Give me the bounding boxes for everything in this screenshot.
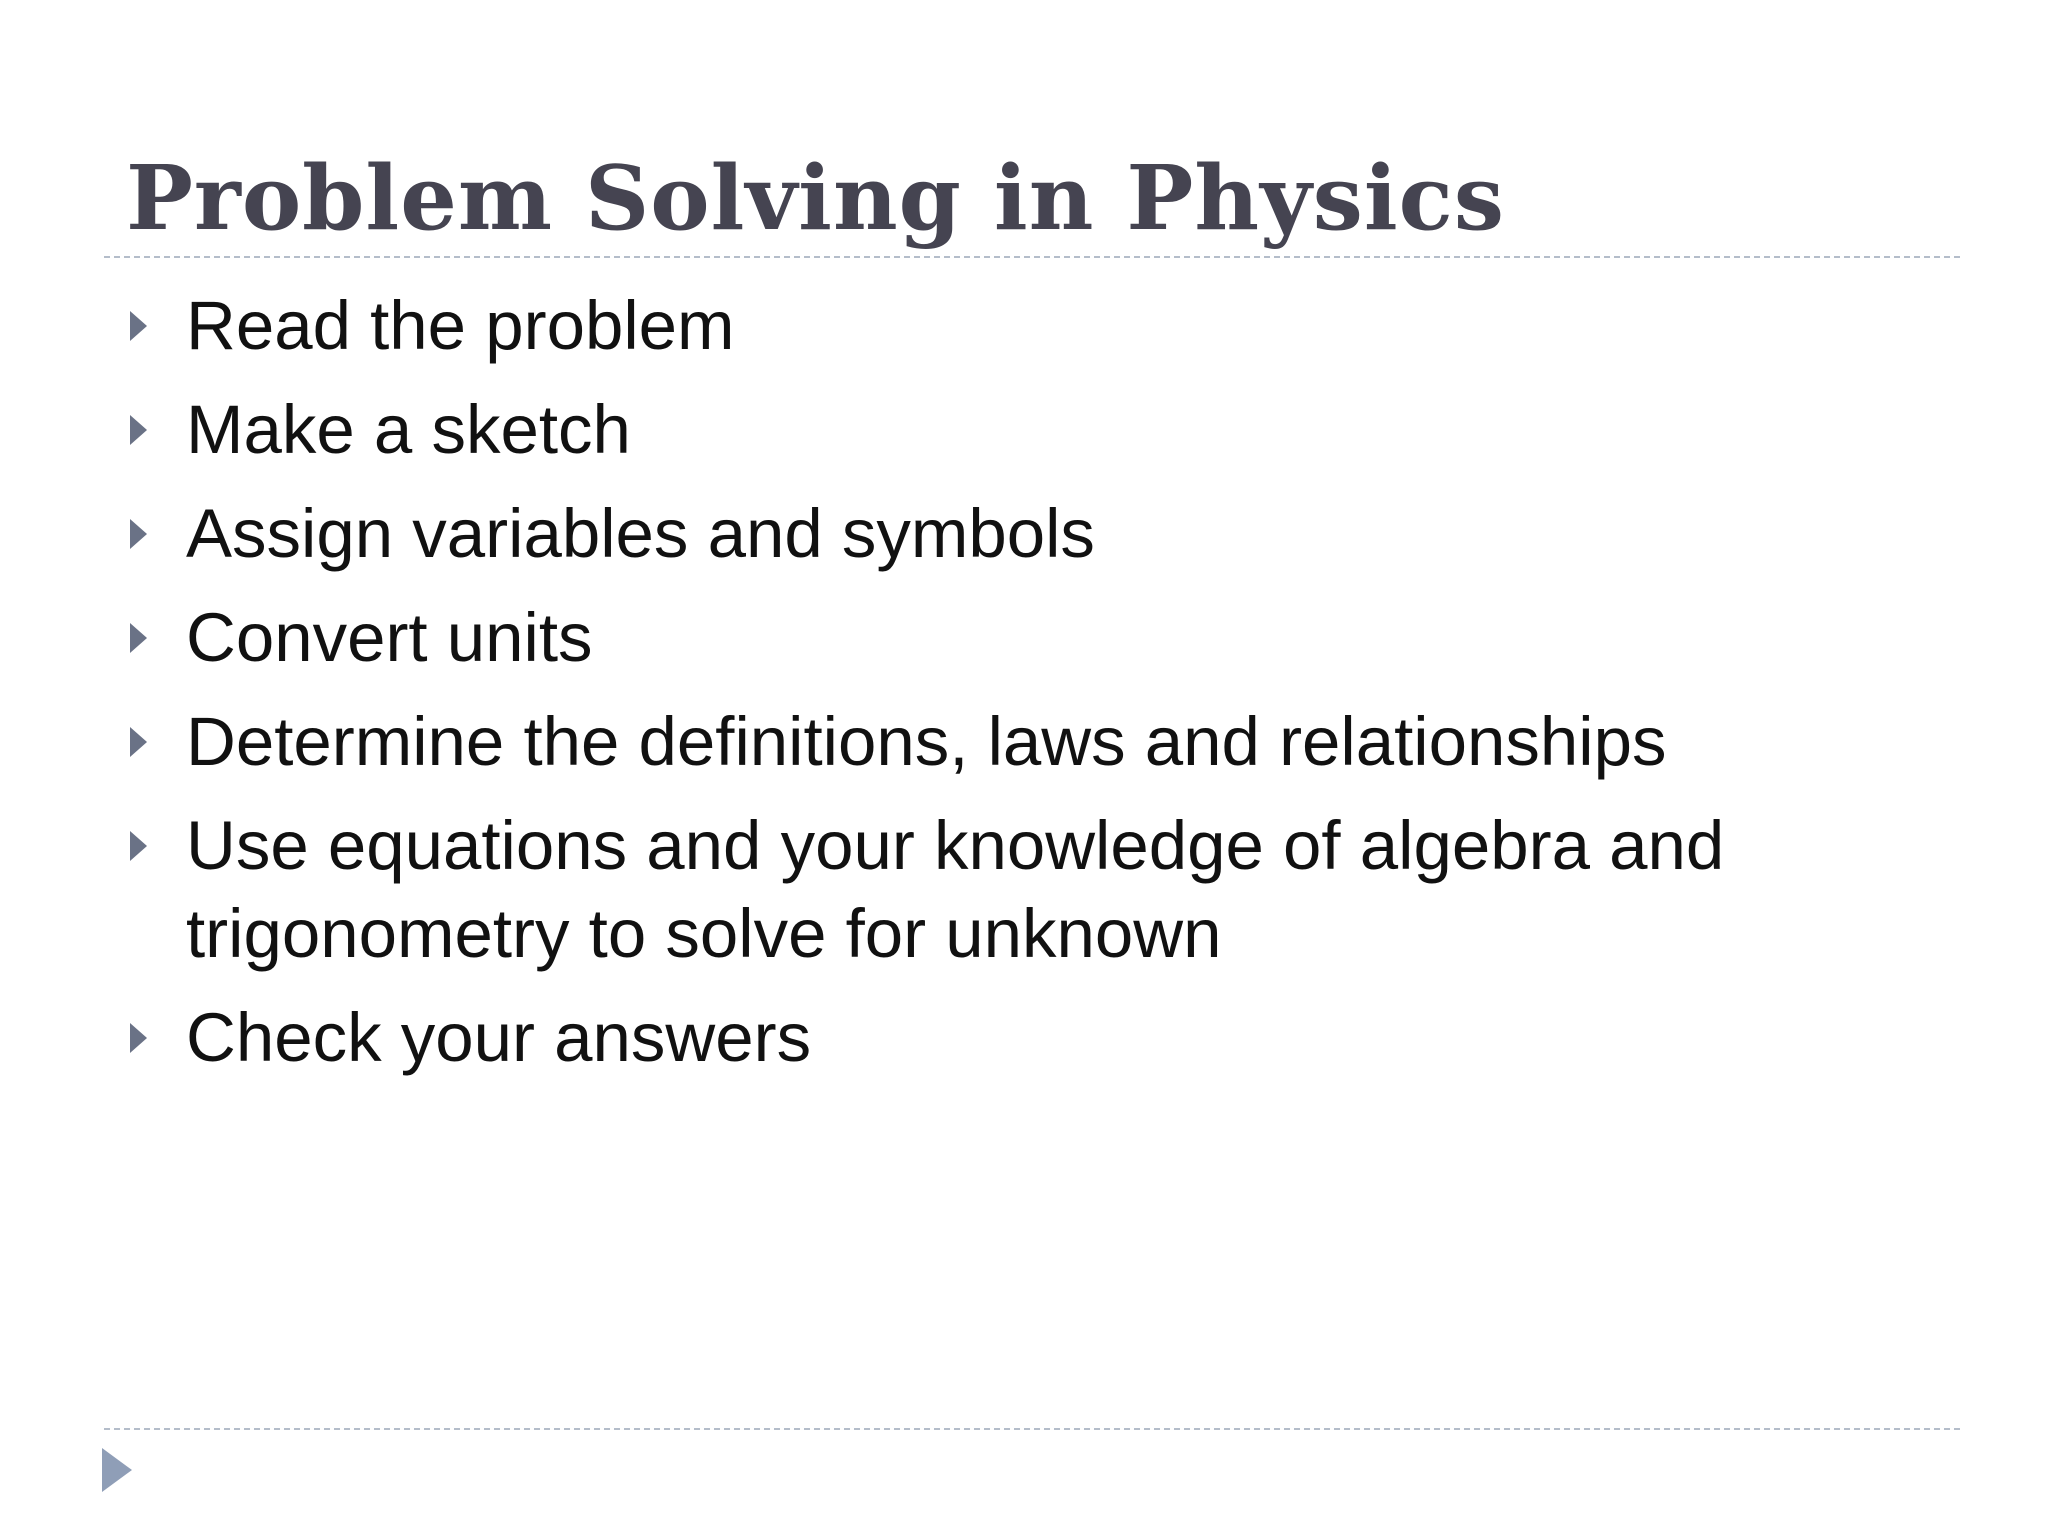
bullet-item [126, 282, 1886, 370]
triangle-right-icon [130, 415, 147, 445]
bullet-text: Convert units [186, 599, 593, 676]
footer-divider [104, 1428, 1960, 1430]
bullet-list [126, 282, 1886, 1098]
bullet-item [126, 386, 1886, 474]
bullet-text: Use equations and your knowledge of algebra and trigonometry to solve for unknown [186, 807, 1725, 972]
bullet-item [126, 698, 1886, 786]
triangle-right-icon [130, 623, 147, 653]
bullet-item [126, 594, 1886, 682]
bullet-text: Make a sketch [186, 391, 631, 468]
bullet-text: Read the problem [186, 287, 735, 364]
bullet-item [126, 490, 1886, 578]
bullet-text: Assign variables and symbols [186, 495, 1095, 572]
triangle-right-icon [130, 727, 147, 757]
triangle-right-icon [130, 831, 147, 861]
bullet-text: Determine the definitions, laws and relationships [186, 703, 1667, 780]
triangle-right-icon [130, 1023, 147, 1053]
next-slide-arrow-icon[interactable] [102, 1448, 132, 1492]
bullet-text: Check your answers [186, 999, 812, 1076]
triangle-right-icon [130, 519, 147, 549]
triangle-right-icon [130, 311, 147, 341]
title-divider [104, 256, 1960, 258]
slide-title: Problem Solving in Physics [126, 145, 1505, 250]
bullet-item [126, 802, 1886, 978]
bullet-item [126, 994, 1886, 1082]
